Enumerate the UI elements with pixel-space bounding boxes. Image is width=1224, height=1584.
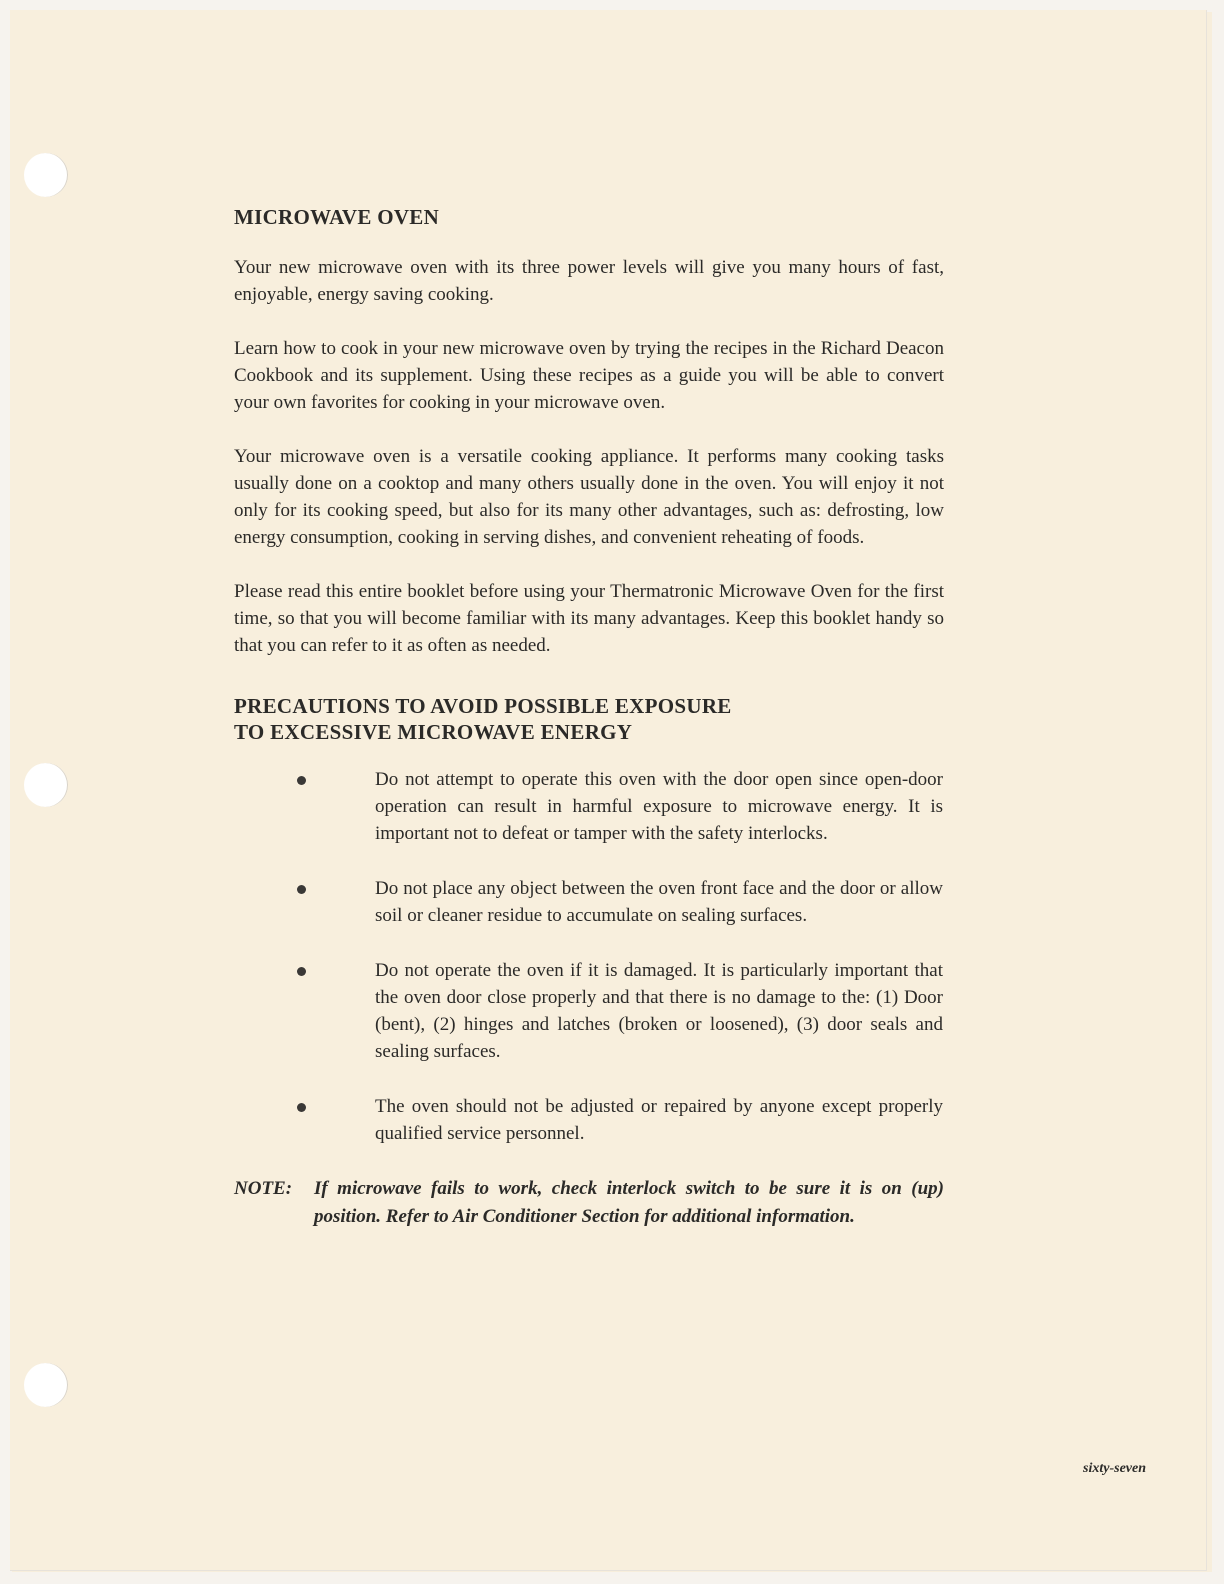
page-content bbox=[234, 205, 944, 1231]
intro-paragraph-1: Your new microwave oven with its three power levels will give you many hours of fast, enjoyable, energy saving cooking. bbox=[234, 257, 944, 305]
precaution-text: Do not attempt to operate this oven with the door open since open-door operation can result in harmful exposure to microwave energy. It is important not to defeat or tamper with the safety interlocks. bbox=[375, 769, 943, 844]
precautions-list bbox=[234, 766, 944, 1147]
intro-paragraph-3: Your microwave oven is a versatile cooking appliance. It performs many cooking tasks usually done on a cooktop and many others usually done in the oven. You will enjoy it not only for its cooking speed, but also for its many other advantages, such as: defrosting, low energy consumption, cooking in serving dishes, and convenient reheating of foods. bbox=[234, 446, 944, 548]
precaution-text: Do not place any object between the oven front face and the door or allow soil or cleaner residue to accumulate on sealing surfaces. bbox=[375, 878, 943, 926]
section-title: MICROWAVE OVEN bbox=[234, 205, 440, 229]
intro-paragraph-4: Please read this entire booklet before using your Thermatronic Microwave Oven for the first time, so that you will become familiar with its many advantages. Keep this booklet handy so that you can refer to it as often as needed. bbox=[234, 581, 944, 656]
precaution-item bbox=[234, 766, 944, 847]
binder-hole-top bbox=[24, 153, 68, 197]
precaution-text: Do not operate the oven if it is damaged. It is particularly important that the oven door close properly and that there is no damage to the: (1) Door (bent), (2) hinges and latches (broken or loosened), (3) door seals and sealing surfaces. bbox=[375, 960, 943, 1062]
note-label: NOTE: bbox=[234, 1178, 293, 1199]
precaution-text: The oven should not be adjusted or repaired by anyone except properly qualified service personnel. bbox=[375, 1096, 943, 1144]
precautions-heading-line-2: TO EXCESSIVE MICROWAVE ENERGY bbox=[234, 720, 633, 744]
precaution-item bbox=[234, 957, 944, 1065]
bullet-dot-icon bbox=[234, 957, 375, 984]
note-text: If microwave fails to work, check interlock switch to be sure it is on (up) position. Refer to Air Conditioner Section for additional information. bbox=[314, 1178, 944, 1227]
bullet-dot-icon bbox=[234, 766, 375, 793]
precaution-item bbox=[234, 1093, 944, 1147]
precautions-heading-line-1: PRECAUTIONS TO AVOID POSSIBLE EXPOSURE bbox=[234, 694, 732, 718]
note-block bbox=[234, 1175, 944, 1231]
bullet-dot-icon bbox=[234, 1093, 375, 1120]
bullet-dot-icon bbox=[234, 875, 375, 902]
intro-paragraph-2: Learn how to cook in your new microwave oven by trying the recipes in the Richard Deacon Cookbook and its supplement. Using these recipes as a guide you will be able to convert your own favorites for cooking in your microwave oven. bbox=[234, 338, 944, 413]
binder-hole-bottom bbox=[24, 1363, 68, 1407]
page-number: sixty-seven bbox=[1083, 1461, 1146, 1476]
precaution-item bbox=[234, 875, 944, 929]
precautions-heading bbox=[234, 693, 944, 745]
binder-hole-middle bbox=[24, 763, 68, 807]
